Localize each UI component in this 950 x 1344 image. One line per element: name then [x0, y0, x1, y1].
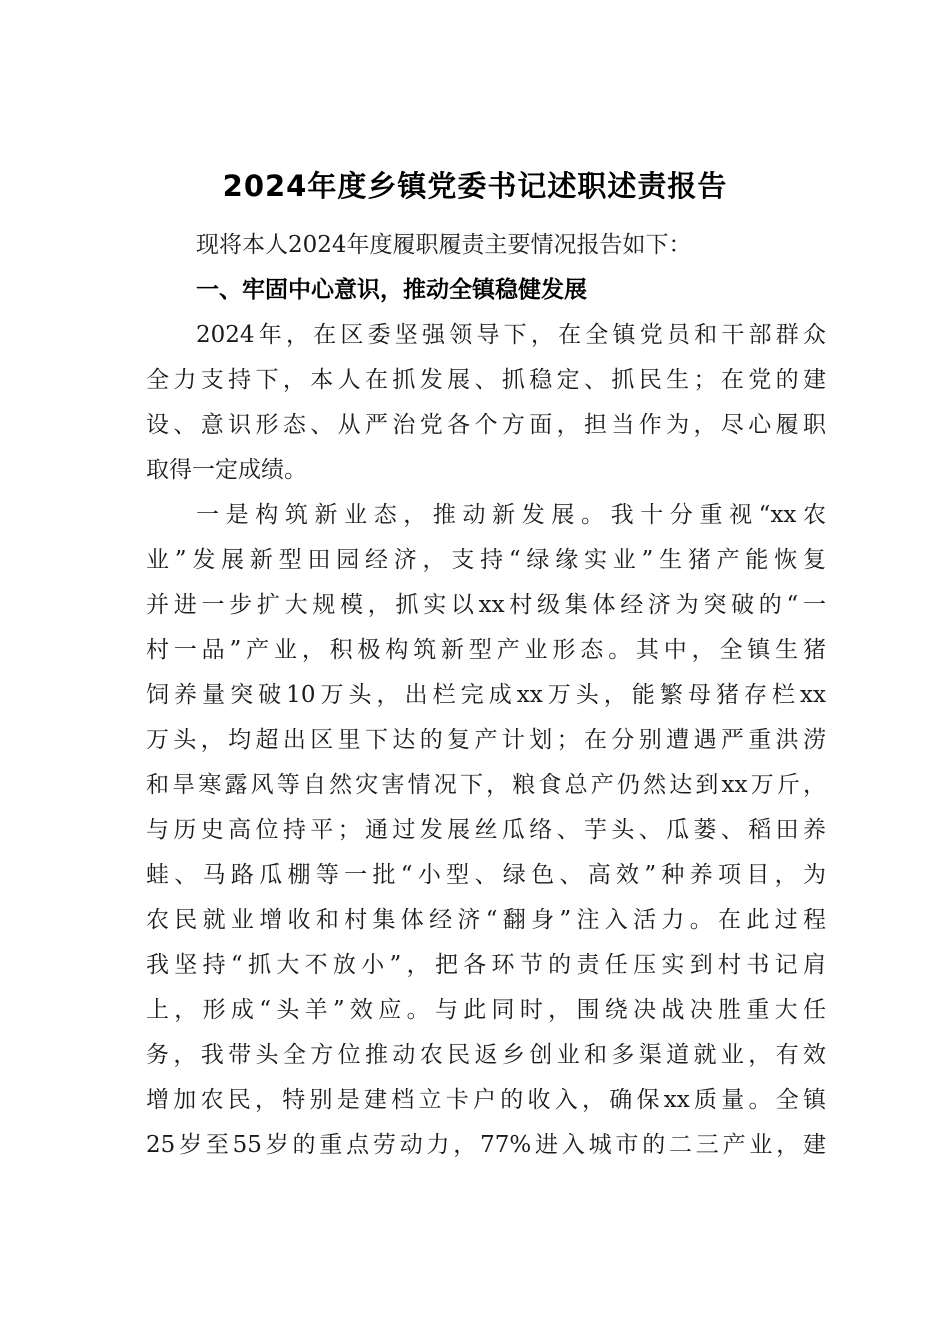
paragraph-2-line: 与历史高位持平；通过发展丝瓜络、芋头、瓜蒌、稻田养 — [146, 817, 826, 843]
paragraph-2-line: 和旱寒露风等自然灾害情况下，粮食总产仍然达到xx万斤， — [146, 772, 826, 798]
paragraph-1-line: 2024年，在区委坚强领导下，在全镇党员和干部群众 — [196, 322, 826, 348]
paragraph-2-line: 村一品”产业，积极构筑新型产业形态。其中，全镇生猪 — [146, 637, 826, 663]
paragraph-2-line: 饲养量突破10万头，出栏完成xx万头，能繁母猪存栏xx — [146, 682, 826, 708]
paragraph-2-line: 25岁至55岁的重点劳动力，77%进入城市的二三产业，建 — [146, 1132, 826, 1158]
paragraph-2-line: 务，我带头全方位推动农民返乡创业和多渠道就业，有效 — [146, 1042, 826, 1068]
intro-paragraph: 现将本人2024年度履职履责主要情况报告如下： — [196, 232, 692, 258]
document-title: 2024年度乡镇党委书记述职述责报告 — [222, 169, 728, 203]
paragraph-2-line: 万头，均超出区里下达的复产计划；在分别遭遇严重洪涝 — [146, 727, 826, 753]
paragraph-1-line: 设、意识形态、从严治党各个方面，担当作为，尽心履职 — [146, 412, 826, 438]
paragraph-2-line: 上，形成“头羊”效应。与此同时，围绕决战决胜重大任 — [146, 997, 826, 1023]
paragraph-2-line: 增加农民，特别是建档立卡户的收入，确保xx质量。全镇 — [146, 1087, 826, 1113]
paragraph-1-line: 全力支持下，本人在抓发展、抓稳定、抓民生；在党的建 — [146, 367, 826, 393]
section-heading-1: 一、牢固中心意识，推动全镇稳健发展 — [196, 277, 587, 303]
paragraph-2-line: 业”发展新型田园经济，支持“绿缘实业”生猪产能恢复 — [146, 547, 826, 573]
paragraph-2-line: 我坚持“抓大不放小”，把各环节的责任压实到村书记肩 — [146, 952, 826, 978]
paragraph-2-line: 农民就业增收和村集体经济“翻身”注入活力。在此过程 — [146, 907, 826, 933]
paragraph-2-line: 并进一步扩大规模，抓实以xx村级集体经济为突破的“一 — [146, 592, 826, 618]
paragraph-2-line: 蛙、马路瓜棚等一批“小型、绿色、高效”种养项目，为 — [146, 862, 826, 888]
paragraph-2-line: 一是构筑新业态，推动新发展。我十分重视“xx农 — [196, 502, 826, 528]
paragraph-1-line: 取得一定成绩。 — [146, 457, 307, 483]
